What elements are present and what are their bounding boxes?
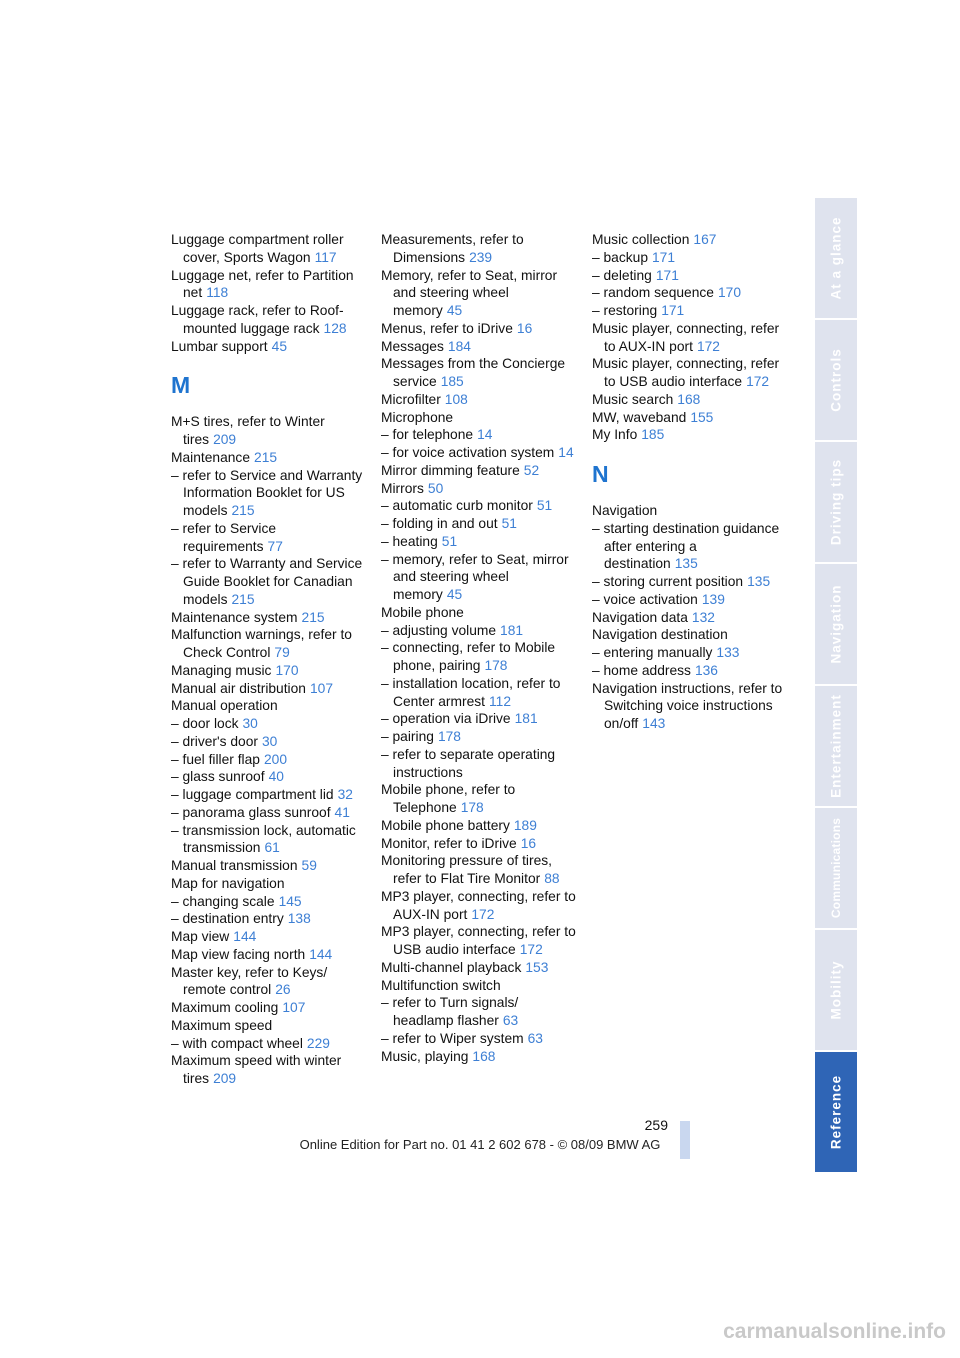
index-entry xyxy=(592,426,788,444)
page-reference-link[interactable]: 170 xyxy=(275,662,299,678)
index-entry xyxy=(592,626,788,644)
index-entry-text: – with compact wheel xyxy=(171,1035,303,1051)
index-entry-text: Mirrors xyxy=(381,480,424,496)
index-entry-text: Navigation xyxy=(592,503,658,518)
index-entry xyxy=(171,857,367,875)
index-entry xyxy=(171,413,367,449)
index-entry xyxy=(381,338,577,356)
page-reference-link[interactable]: 14 xyxy=(477,427,493,443)
index-entry xyxy=(592,502,788,520)
page-reference-link[interactable]: 215 xyxy=(254,449,278,465)
index-entry xyxy=(381,977,577,995)
page-reference-link[interactable]: 135 xyxy=(674,556,698,572)
index-entry xyxy=(171,964,367,1000)
page-reference-link[interactable]: 107 xyxy=(282,1000,306,1015)
tab-communications[interactable] xyxy=(815,808,857,930)
index-entry xyxy=(381,1030,577,1048)
index-entry xyxy=(171,1052,367,1088)
page-reference-link[interactable]: 172 xyxy=(519,942,543,957)
index-entry xyxy=(381,959,577,977)
index-entry xyxy=(171,751,367,769)
tab-label: Navigation xyxy=(828,584,844,664)
index-letter-heading: N xyxy=(592,461,609,487)
page-reference-link[interactable]: 200 xyxy=(263,751,287,767)
index-entry xyxy=(381,1048,577,1066)
index-entry xyxy=(381,781,577,817)
index-entry-text: Music search xyxy=(592,391,674,407)
page-reference-link[interactable]: 172 xyxy=(471,906,495,922)
index-entry-text: – starting destination guidance after entering a destination xyxy=(592,520,780,572)
index-entry-text: – for telephone xyxy=(381,427,474,443)
index-entry xyxy=(171,467,367,520)
index-entry-text: Memory, refer to Seat, mirror and steering wheel memory xyxy=(381,267,558,318)
index-entry-text: My Info xyxy=(592,427,638,443)
page-reference-link[interactable]: 51 xyxy=(536,498,553,514)
index-entry-text: Multifunction switch xyxy=(381,977,501,993)
index-entry xyxy=(381,497,577,515)
index-entry xyxy=(171,928,367,946)
index-entry xyxy=(171,267,367,303)
index-entry-text: Mobile phone, refer to Telephone xyxy=(381,782,516,815)
index-entry xyxy=(171,715,367,733)
index-entry xyxy=(381,444,577,462)
page-reference-link[interactable]: 168 xyxy=(472,1048,496,1064)
page-reference-link[interactable]: 77 xyxy=(267,538,283,554)
page-reference-link[interactable]: 117 xyxy=(314,249,337,265)
index-entry xyxy=(381,888,577,924)
tab-navigation[interactable] xyxy=(815,564,857,686)
index-entry xyxy=(592,231,788,249)
index-entry xyxy=(592,680,788,733)
index-entry xyxy=(592,284,788,302)
index-entry-text: – driver's door xyxy=(171,733,258,749)
page-reference-link[interactable]: 32 xyxy=(337,787,353,802)
index-entry xyxy=(171,875,367,893)
section-tabs xyxy=(815,198,857,1174)
index-column-1 xyxy=(171,231,367,1088)
index-entry-text: Messages from the Concierge service xyxy=(381,356,566,389)
page-reference-link[interactable]: 61 xyxy=(264,840,280,856)
index-entry-text: – operation via iDrive xyxy=(381,711,511,727)
index-entry xyxy=(381,391,577,409)
index-entry-text: – entering manually xyxy=(592,645,713,660)
index-entry-text: – heating xyxy=(381,533,438,549)
index-entry-text: – panorama glass sunroof xyxy=(171,804,331,820)
index-entry xyxy=(592,267,788,285)
page-reference-link[interactable]: 138 xyxy=(287,911,311,927)
page-reference-link[interactable]: 172 xyxy=(746,374,770,389)
index-entry xyxy=(171,1017,367,1035)
page-reference-link[interactable]: 108 xyxy=(444,391,468,407)
index-entry xyxy=(171,302,367,338)
page-reference-link[interactable]: 153 xyxy=(525,959,549,975)
index-entry xyxy=(171,555,367,608)
index-column-3 xyxy=(592,231,788,733)
index-entry xyxy=(381,533,577,551)
index-entry xyxy=(171,999,367,1017)
index-entry-text: – refer to Turn signals/ headlamp flasher xyxy=(381,995,519,1028)
page-reference-link[interactable]: 51 xyxy=(441,533,458,549)
page-reference-link[interactable]: 167 xyxy=(693,232,717,247)
index-entry xyxy=(171,822,367,858)
index-entry xyxy=(592,302,788,320)
page-number: 259 xyxy=(644,1117,668,1133)
page-reference-link[interactable]: 118 xyxy=(206,285,229,301)
index-entry-text: Messages xyxy=(381,338,444,354)
page-reference-link[interactable]: 184 xyxy=(447,338,471,354)
page-reference-link[interactable]: 59 xyxy=(301,858,317,873)
index-entry xyxy=(381,852,577,888)
index-entry xyxy=(592,409,788,427)
index-entry xyxy=(171,626,367,662)
index-entry xyxy=(381,462,577,480)
page-reference-link[interactable]: 112 xyxy=(489,693,512,709)
page-reference-link[interactable]: 50 xyxy=(427,480,444,496)
index-entry-text: – destination entry xyxy=(171,911,284,927)
page-reference-link[interactable]: 133 xyxy=(716,645,740,660)
page-reference-link[interactable]: 185 xyxy=(641,427,665,443)
index-entry-text: – random sequence xyxy=(592,285,714,301)
index-entry xyxy=(171,449,367,467)
index-entry-text: – deleting xyxy=(592,267,652,283)
index-entry xyxy=(381,710,577,728)
page-reference-link[interactable]: 30 xyxy=(262,733,278,749)
page-reference-link[interactable]: 178 xyxy=(460,800,484,815)
index-entry xyxy=(171,804,367,822)
index-entry xyxy=(171,910,367,928)
page-reference-link[interactable]: 215 xyxy=(231,503,255,518)
index-entry-text: Maximum cooling xyxy=(171,1000,279,1015)
page-reference-link[interactable]: 144 xyxy=(309,946,333,962)
page-reference-link[interactable]: 229 xyxy=(306,1035,330,1051)
index-entry-text: – refer to Warranty and Service Guide Booklet for Canadian models xyxy=(171,556,363,607)
index-letter-heading: M xyxy=(171,372,191,399)
watermark: carmanualsonline.info xyxy=(723,1320,946,1343)
page-reference-link[interactable]: 14 xyxy=(558,445,574,460)
index-entry xyxy=(381,639,577,675)
index-entry-text: – pairing xyxy=(381,729,434,744)
page-reference-link[interactable]: 45 xyxy=(446,303,463,318)
tab-reference[interactable] xyxy=(815,1052,857,1174)
page-reference-link[interactable]: 30 xyxy=(242,716,258,731)
index-entry-text: – refer to Service and Warranty Information Booklet for US models xyxy=(171,467,363,518)
index-entry-text: Microphone xyxy=(381,409,454,425)
index-entry xyxy=(592,320,788,356)
footer-edition-note: Online Edition for Part no. 01 41 2 602 678 - © 08/09 BMW AG xyxy=(299,1137,661,1152)
index-entry xyxy=(171,231,367,267)
index-entry-text: Lumbar support xyxy=(171,338,268,354)
index-entry-text: Music player, connecting, refer to AUX-IN port xyxy=(592,320,780,354)
index-entry xyxy=(171,338,367,356)
index-entry xyxy=(381,994,577,1030)
index-entry-text: Mobile phone battery xyxy=(381,817,510,833)
index-entry-text: Maximum speed with winter tires xyxy=(171,1053,342,1086)
index-entry-text: – refer to Wiper system xyxy=(381,1030,524,1046)
index-entry-text: Malfunction warnings, refer to Check Control xyxy=(171,627,352,660)
page-reference-link[interactable]: 172 xyxy=(696,338,720,354)
index-entry xyxy=(171,768,367,786)
index-entry xyxy=(381,835,577,853)
page-reference-link[interactable]: 52 xyxy=(523,462,540,478)
page-reference-link[interactable]: 143 xyxy=(642,716,666,731)
index-entry xyxy=(381,267,577,320)
index-entry-text: Navigation instructions, refer to Switching voice instructions on/off xyxy=(592,680,783,731)
index-entry xyxy=(592,249,788,267)
page-reference-link[interactable]: 16 xyxy=(520,835,537,851)
index-entry xyxy=(171,697,367,715)
index-entry-text: Manual transmission xyxy=(171,858,298,873)
page-reference-link[interactable]: 135 xyxy=(747,574,771,589)
page-reference-link[interactable]: 16 xyxy=(516,320,533,336)
index-entry-text: Maintenance xyxy=(171,449,251,465)
page-reference-link[interactable]: 51 xyxy=(501,516,517,531)
page-reference-link[interactable]: 209 xyxy=(213,1071,237,1086)
tab-label: Driving tips xyxy=(828,458,844,546)
index-entry xyxy=(171,520,367,556)
page-reference-link[interactable]: 145 xyxy=(278,893,302,909)
index-entry-text: – door lock xyxy=(171,716,239,731)
page-reference-link[interactable]: 26 xyxy=(275,982,291,998)
index-entry xyxy=(592,391,788,409)
page-reference-link[interactable]: 189 xyxy=(513,817,537,833)
index-entry-text: Luggage net, refer to Partition net xyxy=(171,267,354,301)
index-entry xyxy=(381,231,577,267)
index-entry xyxy=(592,573,788,591)
index-entry-text: – storing current position xyxy=(592,574,744,589)
index-entry xyxy=(171,733,367,751)
tab-label: Communications xyxy=(829,817,843,919)
index-entry xyxy=(381,923,577,959)
index-entry-text: – backup xyxy=(592,249,648,265)
index-entry-text: – transmission lock, automatic transmission xyxy=(171,822,356,856)
index-entry-text: Maintenance system xyxy=(171,609,298,625)
index-entry-text: Music player, connecting, refer to USB audio interface xyxy=(592,356,780,389)
index-entry-text: Navigation destination xyxy=(592,627,728,643)
tab-driving-tips[interactable] xyxy=(815,442,857,564)
index-entry-text: – folding in and out xyxy=(381,516,498,531)
tab-at-a-glance[interactable] xyxy=(815,198,857,320)
tab-label: Mobility xyxy=(828,960,844,1020)
tab-label: Entertainment xyxy=(828,694,844,798)
page-reference-link[interactable]: 40 xyxy=(268,769,284,785)
index-entry-text: Map view facing north xyxy=(171,946,306,962)
index-entry-text: MP3 player, connecting, refer to AUX-IN port xyxy=(381,888,576,922)
index-entry-text: – glass sunroof xyxy=(171,769,265,785)
page-reference-link[interactable]: 215 xyxy=(231,591,255,607)
page-reference-link[interactable]: 209 xyxy=(213,432,237,447)
index-entry-text: Luggage compartment roller cover, Sports Wagon xyxy=(171,232,344,265)
index-entry-text: MW, waveband xyxy=(592,409,687,425)
index-entry-text: M+S tires, refer to Winter tires xyxy=(171,414,325,447)
index-entry xyxy=(381,622,577,640)
index-entry xyxy=(381,409,577,427)
page-reference-link[interactable]: 215 xyxy=(301,609,325,625)
index-entry-text: Navigation data xyxy=(592,609,688,625)
page-reference-link[interactable]: 171 xyxy=(661,303,685,318)
index-entry xyxy=(381,604,577,622)
index-entry-text: – installation location, refer to Center armrest xyxy=(381,675,561,709)
index-column-2 xyxy=(381,231,577,1065)
index-entry-text: – restoring xyxy=(592,303,658,318)
tab-label: At a glance xyxy=(828,216,844,300)
page-reference-link[interactable]: 155 xyxy=(690,409,714,425)
page-reference-link[interactable]: 63 xyxy=(527,1030,543,1046)
page-reference-link[interactable]: 185 xyxy=(440,374,464,389)
page-reference-link[interactable]: 171 xyxy=(655,267,679,283)
index-entry xyxy=(381,675,577,711)
page-reference-link[interactable]: 41 xyxy=(334,804,350,820)
index-entry-text: Managing music xyxy=(171,662,272,678)
index-entry-text: Manual air distribution xyxy=(171,680,306,696)
index-entry-text: – memory, refer to Seat, mirror and steering wheel memory xyxy=(381,551,569,602)
index-entry xyxy=(171,609,367,627)
index-entry xyxy=(381,480,577,498)
index-entry xyxy=(381,746,577,782)
page-reference-link[interactable]: 178 xyxy=(484,658,508,673)
index-entry xyxy=(592,355,788,391)
index-entry-text: Measurements, refer to Dimensions xyxy=(381,232,524,265)
index-entry-text: Mobile phone xyxy=(381,604,464,620)
index-entry-text: – refer to Service requirements xyxy=(171,520,277,554)
page-reference-link[interactable]: 107 xyxy=(309,680,334,696)
index-entry-text: – luggage compartment lid xyxy=(171,787,334,802)
tab-label: Controls xyxy=(828,348,844,412)
page-reference-link[interactable]: 239 xyxy=(469,249,493,265)
page-reference-link[interactable]: 136 xyxy=(694,662,718,678)
page-reference-link[interactable]: 171 xyxy=(652,249,676,265)
index-entry-text: – automatic curb monitor xyxy=(381,498,533,514)
index-entry-text: Microfilter xyxy=(381,391,441,407)
index-entry xyxy=(171,680,367,698)
page-reference-link[interactable]: 181 xyxy=(514,711,538,727)
index-entry-text: Master key, refer to Keys/ remote control xyxy=(171,964,328,998)
index-entry xyxy=(592,609,788,627)
index-entry-text: – for voice activation system xyxy=(381,445,555,460)
index-entry-text: MP3 player, connecting, refer to USB audio interface xyxy=(381,924,576,957)
index-entry-text: Monitoring pressure of tires, refer to Flat Tire Monitor xyxy=(381,853,552,886)
index-entry-text: Music, playing xyxy=(381,1048,469,1064)
page-reference-link[interactable]: 178 xyxy=(437,729,461,744)
index-entry-text: – voice activation xyxy=(592,591,698,607)
page-reference-link[interactable]: 132 xyxy=(691,609,715,625)
index-entry-text: Maximum speed xyxy=(171,1017,273,1033)
index-entry xyxy=(592,644,788,662)
page-reference-link[interactable]: 128 xyxy=(323,320,347,336)
index-entry-text: Luggage rack, refer to Roof-mounted luggage rack xyxy=(171,303,344,336)
tab-label: Reference xyxy=(828,1074,844,1150)
index-entry xyxy=(381,355,577,391)
page-reference-link[interactable]: 168 xyxy=(677,391,701,407)
page-reference-link[interactable]: 63 xyxy=(502,1013,519,1028)
page-reference-link[interactable]: 79 xyxy=(274,645,290,660)
page-reference-link[interactable]: 170 xyxy=(717,285,741,301)
page-reference-link[interactable]: 139 xyxy=(701,591,725,607)
page-reference-link[interactable]: 181 xyxy=(500,622,524,638)
index-entry xyxy=(381,426,577,444)
tab-entertainment[interactable] xyxy=(815,686,857,808)
index-entry xyxy=(592,520,788,573)
index-entry-text: Monitor, refer to iDrive xyxy=(381,835,517,851)
index-entry-text: Mirror dimming feature xyxy=(381,462,520,478)
index-entry xyxy=(381,551,577,604)
index-entry-text: Map view xyxy=(171,929,230,944)
index-entry-text: – fuel filler flap xyxy=(171,751,260,767)
tab-mobility[interactable] xyxy=(815,930,857,1052)
index-entry xyxy=(171,786,367,804)
index-entry xyxy=(171,1035,367,1053)
index-entry-text: – home address xyxy=(592,662,691,678)
page-reference-link[interactable]: 88 xyxy=(544,871,560,886)
index-entry-text: – changing scale xyxy=(171,893,275,909)
index-entry xyxy=(171,893,367,911)
tab-controls[interactable] xyxy=(815,320,857,442)
page-reference-link[interactable]: 45 xyxy=(446,587,463,602)
index-entry-text: Menus, refer to iDrive xyxy=(381,320,513,336)
index-entry-text: Manual operation xyxy=(171,698,278,714)
index-entry-text: – connecting, refer to Mobile phone, pairing xyxy=(381,640,556,673)
index-entry xyxy=(381,728,577,746)
index-entry xyxy=(171,662,367,680)
index-entry xyxy=(171,946,367,964)
index-entry xyxy=(381,515,577,533)
index-entry-text: Map for navigation xyxy=(171,875,285,891)
index-entry xyxy=(381,320,577,338)
index-entry xyxy=(592,591,788,609)
index-entry-text: Multi-channel playback xyxy=(381,959,522,975)
index-entry xyxy=(381,817,577,835)
page-reference-link[interactable]: 45 xyxy=(271,338,287,354)
index-entry-text: – refer to separate operating instructions xyxy=(381,746,556,780)
index-entry-text: – adjusting volume xyxy=(381,622,497,638)
index-entry xyxy=(592,662,788,680)
index-entry-text: Music collection xyxy=(592,232,690,247)
page-reference-link[interactable]: 144 xyxy=(233,929,257,944)
